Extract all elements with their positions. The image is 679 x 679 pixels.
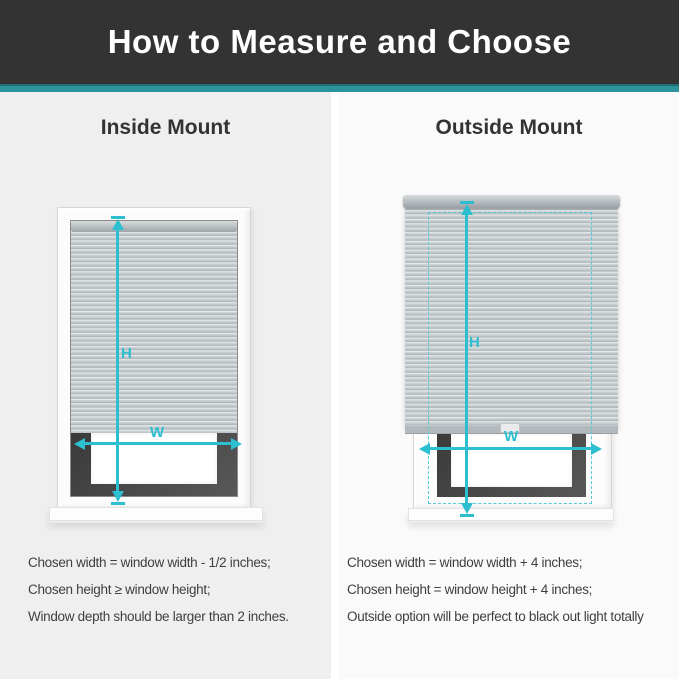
width-label: W bbox=[504, 428, 519, 445]
note-line: Window depth should be larger than 2 inches. bbox=[28, 609, 289, 624]
window-sill bbox=[49, 507, 263, 521]
window-opening bbox=[70, 220, 238, 497]
width-label: W bbox=[150, 424, 165, 441]
shade-slats bbox=[71, 232, 237, 433]
window-outline-dashed bbox=[428, 212, 592, 504]
cellular-shade bbox=[71, 221, 237, 433]
window-sill bbox=[408, 508, 614, 521]
outside-mount-illustration bbox=[339, 195, 679, 530]
note-line: Outside option will be perfect to black out light totally bbox=[347, 609, 644, 624]
note-line: Chosen width = window width + 4 inches; bbox=[347, 555, 583, 570]
arrow-cap-top bbox=[460, 201, 474, 204]
inside-mount-illustration bbox=[0, 195, 331, 530]
width-arrow bbox=[428, 447, 593, 450]
height-arrow bbox=[465, 213, 468, 505]
height-label: H bbox=[469, 334, 480, 351]
outside-mount-notes bbox=[347, 549, 644, 630]
height-label: H bbox=[121, 345, 132, 362]
note-line: Chosen width = window width - 1/2 inches; bbox=[28, 555, 271, 570]
column-divider bbox=[331, 92, 339, 679]
width-arrow bbox=[83, 442, 233, 445]
inside-mount-panel bbox=[0, 92, 331, 679]
height-arrow bbox=[116, 228, 119, 493]
arrow-cap-top bbox=[111, 216, 125, 219]
arrow-cap-bottom bbox=[460, 514, 474, 517]
shade-headrail bbox=[71, 221, 237, 232]
inside-mount-notes bbox=[28, 549, 289, 630]
window-frame bbox=[57, 207, 251, 510]
inside-mount-title: Inside Mount bbox=[100, 116, 231, 139]
outside-mount-title: Outside Mount bbox=[435, 116, 583, 139]
arrow-cap-bottom bbox=[111, 502, 125, 505]
content bbox=[0, 92, 679, 679]
shade-headrail bbox=[403, 195, 620, 208]
header-bar bbox=[0, 0, 679, 84]
note-line: Chosen height = window height + 4 inches; bbox=[347, 582, 593, 597]
accent-bar bbox=[0, 84, 679, 92]
page-title: How to Measure and Choose bbox=[107, 23, 572, 60]
outside-mount-panel bbox=[339, 92, 679, 679]
note-line: Chosen height ≥ window height; bbox=[28, 582, 211, 597]
